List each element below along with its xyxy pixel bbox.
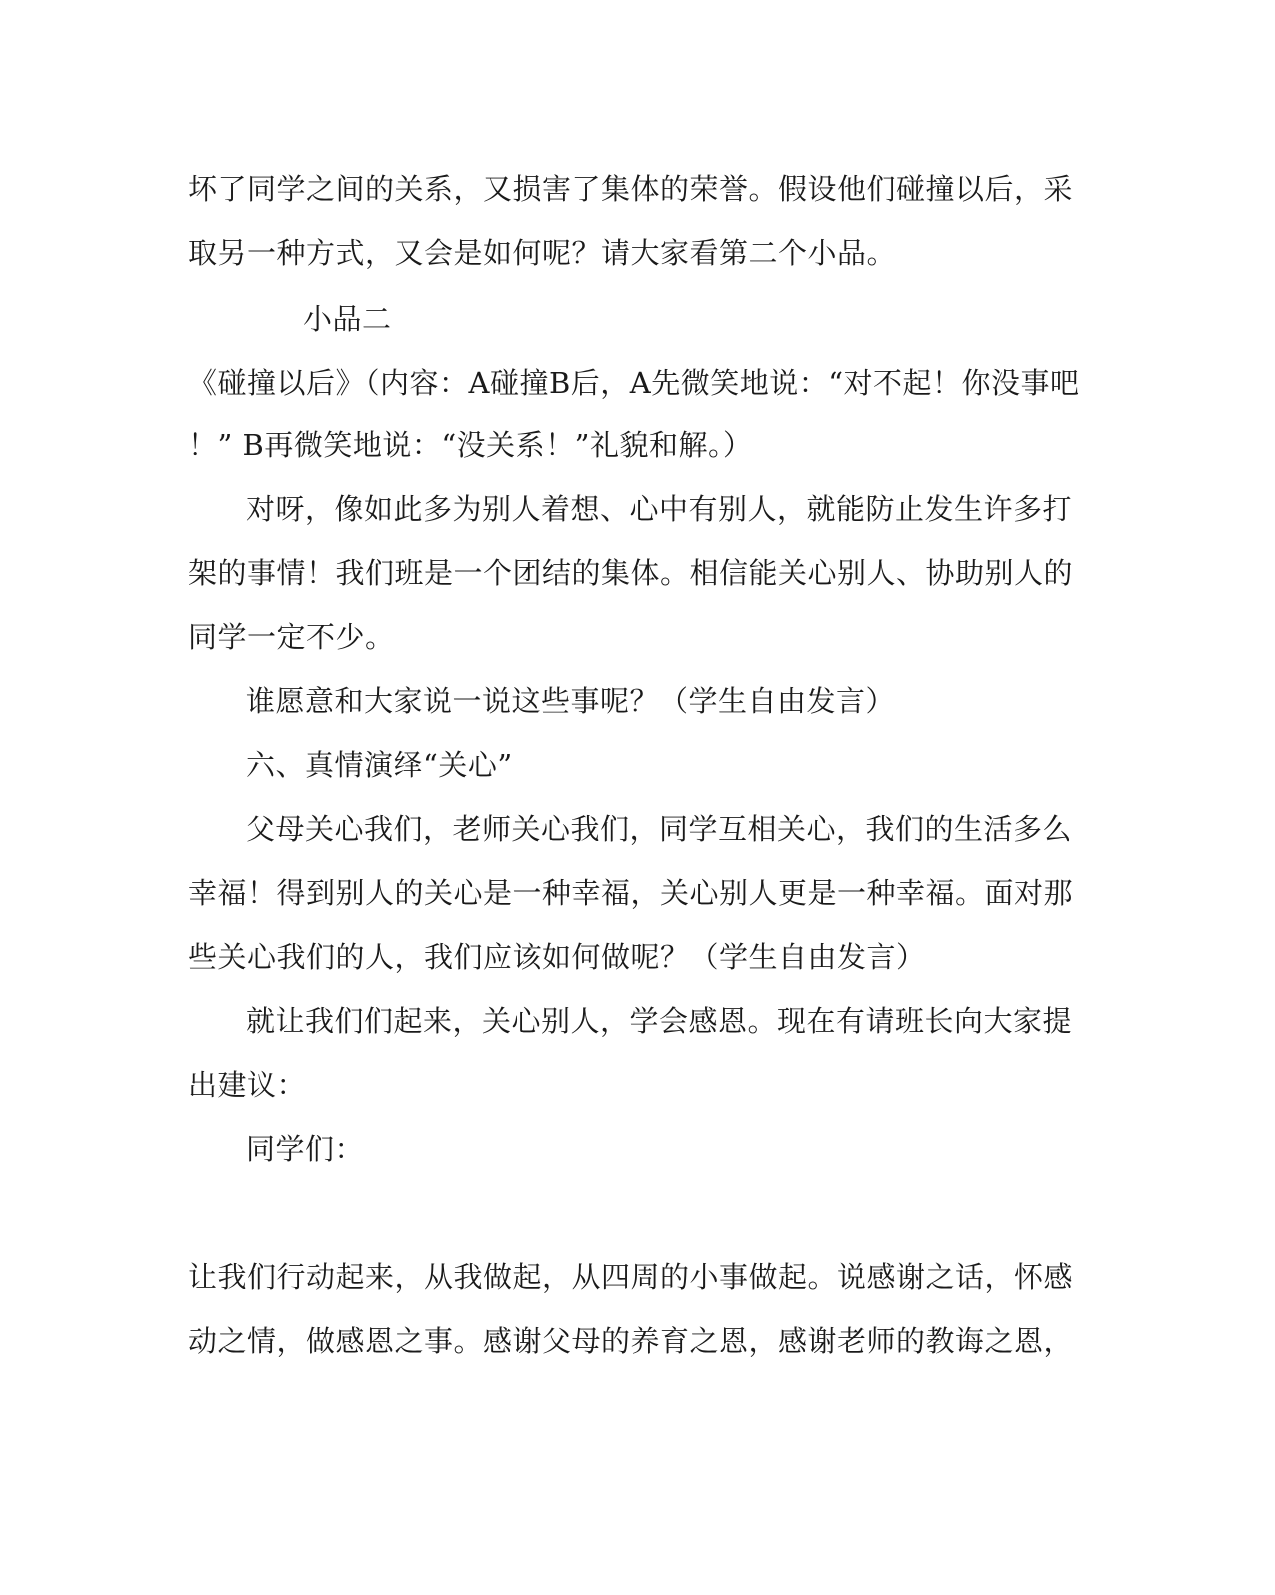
paragraph-line: 架的事情！我们班是一个团结的集体。相信能关心别人、协助别人的 (188, 556, 1074, 590)
paragraph-line: 同学一定不少。 (188, 620, 395, 654)
paragraph-line: 就让我们们起来，关心别人，学会感恩。现在有请班长向大家提 (246, 1004, 1073, 1038)
paragraph-line: 对呀，像如此多为别人着想、心中有别人，就能防止发生许多打 (246, 492, 1073, 526)
paragraph-line: 动之情，做感恩之事。感谢父母的养育之恩，感谢老师的教诲之恩， (188, 1324, 1074, 1358)
paragraph-line: 让我们行动起来，从我做起，从四周的小事做起。说感谢之话，怀感 (188, 1260, 1074, 1294)
paragraph-line: 坏了同学之间的关系，又损害了集体的荣誉。假设他们碰撞以后，采 (188, 172, 1074, 206)
paragraph-line: 父母关心我们，老师关心我们，同学互相关心，我们的生活多么 (246, 812, 1073, 846)
paragraph-line: 幸福！得到别人的关心是一种幸福，关心别人更是一种幸福。面对那 (188, 876, 1074, 910)
paragraph-line: 些关心我们的人，我们应该如何做呢？（学生自由发言） (188, 940, 926, 974)
section-heading: 小品二 (303, 302, 392, 336)
section-heading: 六、真情演绎“关心” (246, 748, 513, 782)
paragraph-line: 出建议： (188, 1068, 307, 1102)
paragraph-line: 谁愿意和大家说一说这些事呢？（学生自由发言） (246, 684, 896, 718)
paragraph-line: ！” B再微笑地说：“没关系！”礼貌和解。） (188, 428, 753, 462)
paragraph-line: 取另一种方式，又会是如何呢？请大家看第二个小品。 (188, 236, 897, 270)
salutation: 同学们： (246, 1132, 365, 1166)
paragraph-line: 《碰撞以后》（内容：A碰撞B后，A先微笑地说：“对不起！你没事吧 (188, 366, 1080, 400)
